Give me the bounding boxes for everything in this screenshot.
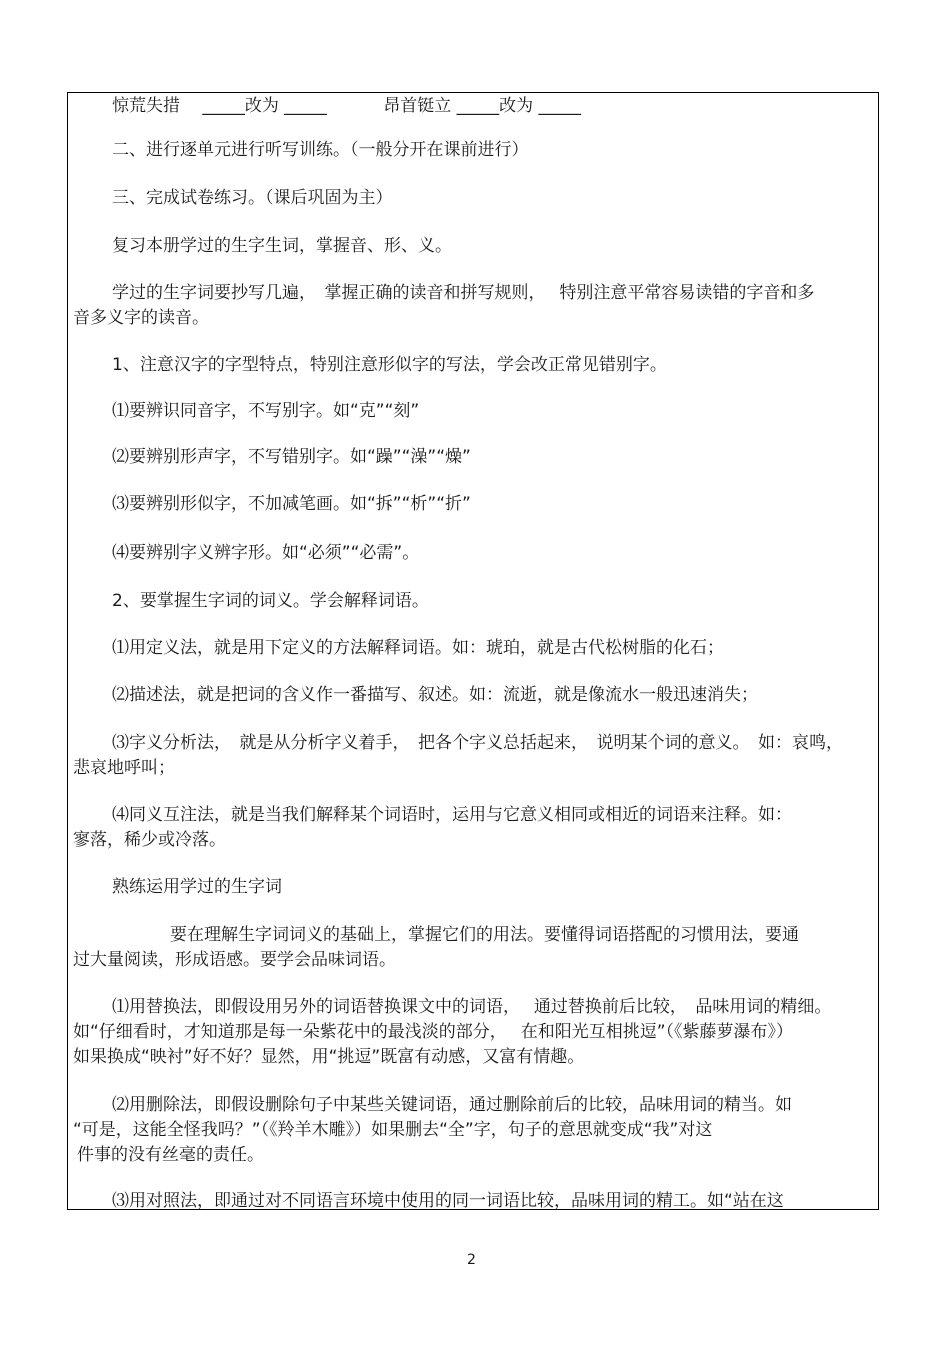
text-line: ⑵描述法，就是把词的含义作一番描写、叙述。如：流逝，就是像流水一般迅速消失； <box>112 685 758 705</box>
text-line: 1、注意汉字的字型特点，特别注意形似字的写法，学会改正常见错别字。 <box>112 355 667 375</box>
text-line: 如果换成“映衬”好不好？显然，用“挑逗”既富有动感，又富有情趣。 <box>73 1047 585 1067</box>
text-line: ⑵用删除法，即假设删除句子中某些关键词语，通过删除前后的比较，品味用词的精当。如 <box>112 1095 792 1115</box>
text-line: ⑵要辨别形声字，不写错别字。如“躁”“澡”“燥” <box>112 447 471 467</box>
text-line: 过大量阅读，形成语感。要学会品味词语。 <box>73 950 396 970</box>
text-line: 熟练运用学过的生字词 <box>112 877 282 897</box>
text-line: 学过的生字词要抄写几遍， 掌握正确的读音和拼写规则， 特别注意平常容易读错的字音和多 <box>112 283 815 303</box>
text-line: 件事的没有丝毫的责任。 <box>77 1145 264 1165</box>
text-line: 如“仔细看时，才知道那是每一朵紫花中的最浅淡的部分， 在和阳光互相挑逗”（《紫藤萝瀑布》） <box>73 1022 794 1042</box>
text-line: ⑶字义分析法， 就是从分析字义着手， 把各个字义总括起来， 说明某个词的意义。 如：哀鸣， <box>112 733 843 753</box>
text-line: 寥落，稀少或冷落。 <box>73 830 226 850</box>
page-number: 2 <box>467 1252 476 1268</box>
text-line: 悲哀地呼叫； <box>73 758 175 778</box>
text-line: 2、要掌握生字词的词义。学会解释词语。 <box>112 591 429 611</box>
text-line: 要在理解生字词词义的基础上，掌握它们的用法。要懂得词语搭配的习惯用法，要通 <box>170 925 799 945</box>
text-line: 音多义字的读音。 <box>73 308 209 328</box>
text-line: 惊荒失措 _____改为 _____ 昂首铤立 _____改为 _____ <box>112 96 582 116</box>
text-line: ⑷要辨别字义辨字形。如“必须”“必需”。 <box>112 543 420 563</box>
text-line: ⑴用定义法，就是用下定义的方法解释词语。如：琥珀，就是古代松树脂的化石； <box>112 638 724 658</box>
text-line: ⑴要辨识同音字，不写别字。如“克”“刻” <box>112 401 420 421</box>
text-line: ⑷同义互注法，就是当我们解释某个词语时，运用与它意义相同或相近的词语来注释。如： <box>112 805 792 825</box>
text-line: ⑶用对照法，即通过对不同语言环境中使用的同一词语比较，品味用词的精工。如“站在这 <box>112 1191 784 1211</box>
text-line: “可是，这能全怪我吗？”（《羚羊木雕》）如果删去“全”字，句子的意思就变成“我”对这 <box>73 1120 713 1140</box>
text-line: ⑶要辨别形似字，不加减笔画。如“拆”“析”“折” <box>112 494 471 514</box>
text-line: 复习本册学过的生字生词，掌握音、形、义。 <box>112 236 452 256</box>
text-line: ⑴用替换法，即假设用另外的词语替换课文中的词语， 通过替换前后比较， 品味用词的精细。 <box>112 997 832 1017</box>
text-line: 二、进行逐单元进行听写训练。（一般分开在课前进行） <box>112 140 529 160</box>
text-line: 三、完成试卷练习。（课后巩固为主） <box>112 188 393 208</box>
